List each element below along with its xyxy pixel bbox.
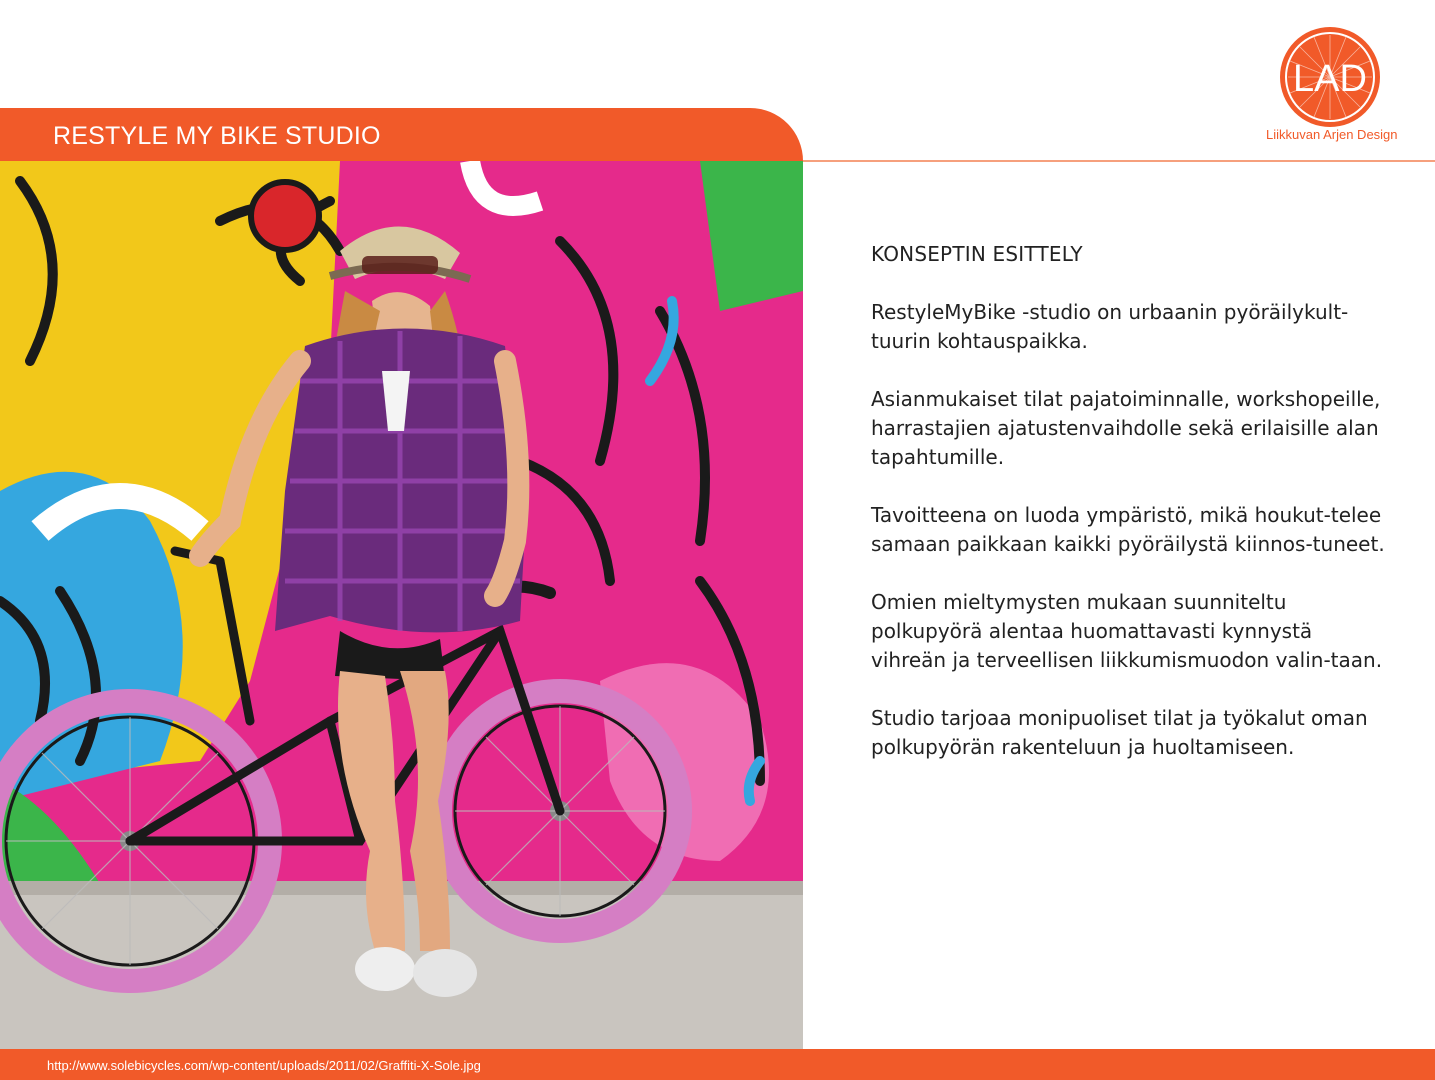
image-source-url: http://www.solebicycles.com/wp-content/uploads/2011/02/Graffiti-X-Sole.jpg [47,1058,481,1073]
graffiti-bike-illustration [0,161,803,1049]
header-divider [803,160,1435,162]
paragraph-tools: Studio tarjoaa monipuoliset tilat ja työkalut oman polkupyörän rakenteluun ja huoltamiseen. [871,706,1368,759]
paragraph-intro: RestyleMyBike -studio on urbaanin pyöräilykult-tuurin kohtauspaikka. [871,300,1349,353]
paragraph-facilities: Asianmukaiset tilat pajatoiminnalle, workshopeille, harrastajien ajatustenvaihdolle sekä erilaisille alan tapahtumille. [871,387,1381,469]
section-heading: KONSEPTIN ESITTELY [871,242,1083,266]
page-title: RESTYLE MY BIKE STUDIO [53,122,381,150]
logo-initials: LAD [1293,58,1367,100]
paragraph-goal: Tavoitteena on luoda ympäristö, mikä houkut-telee samaan paikkaan kaikki pyöräilystä kiinnos-tuneet. [871,503,1385,556]
hero-photo [0,161,803,1049]
paragraph-custom-bike: Omien mieltymysten mukaan suunniteltu polkupyörä alentaa huomattavasti kynnystä vihreän ja terveellisen liikkumismuodon valin-taan. [871,590,1383,672]
logo-caption: Liikkuvan Arjen Design [1266,127,1398,142]
lad-logo [1278,25,1382,129]
content-column [871,240,1391,791]
